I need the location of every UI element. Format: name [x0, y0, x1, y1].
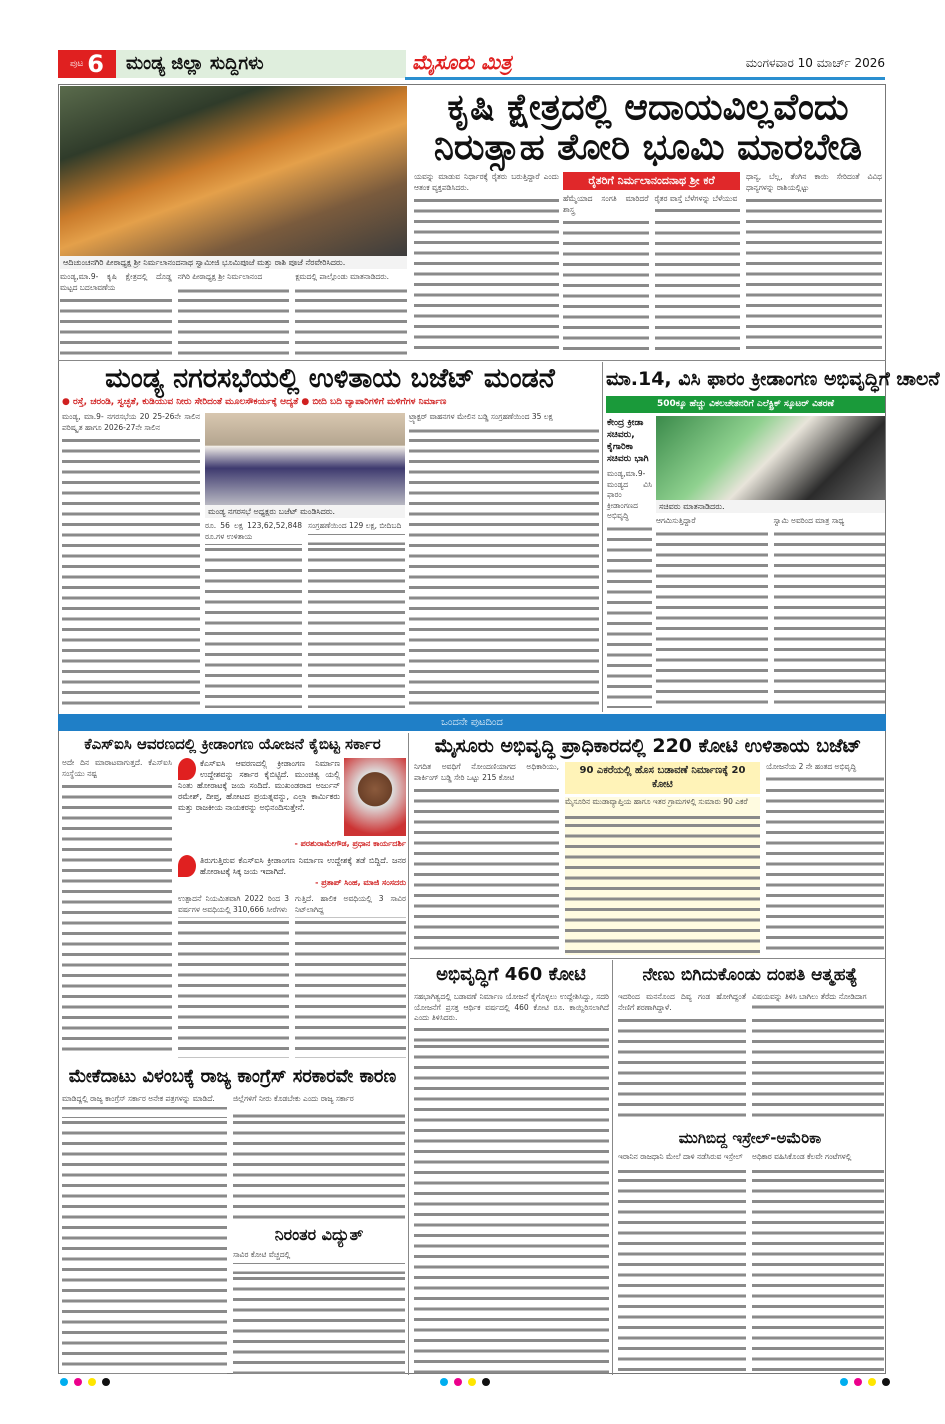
print-registration-marks	[440, 1378, 490, 1386]
article-column: ಸಹಭಾಗಿತ್ವದಲ್ಲಿ ಬಡಾವಣೆ ನಿರ್ಮಾಣ ಯೋಜನೆ ಕೈಗೊಳ್ಳಲು ಉದ್ದೇಶಿಸಿದ್ದು, ಸದರಿ ಯೋಜನೆಗೆ ಪ್ರಸಕ್ತ ಆರ್ಥಿಕ ವರ್ಷದಲ್ಲಿ 460 ಕೋಟಿ ರೂ. ಕಾಯ್ದಿರಿಸಲಾಗಿದೆ ಎಂದು ತಿಳಿಸಿದರು.	[414, 992, 609, 1374]
quote-text: ತಿರುಗುತ್ತಿರುವ ಕೆಎಸ್‌ಐಸಿ ಕ್ರೀಡಾಂಗಣ ನಿರ್ಮಾಣ ಉದ್ದೇಶಕ್ಕೆ ತಡೆ ಬಿದ್ದಿದೆ. ಜನರ ಹೋರಾಟಕ್ಕೆ ಸಿಕ್ಕ ಜಯ ಇದಾಗಿದೆ.	[200, 856, 406, 876]
article-column: ಮಂಡ್ಯ, ಮಾ.9- ನಗರಸಭೆಯ 20 25-26ನೇ ಸಾಲಿನ ಪರಿಷ್ಕೃತ ಹಾಗೂ 2026-27ನೇ ಸಾಲಿನ	[62, 412, 200, 708]
section-title: ಮಂಡ್ಯ ಜಿಲ್ಲಾ ಸುದ್ದಿಗಳು	[116, 50, 406, 78]
story2-lower	[205, 505, 405, 708]
headline: ನೇಣು ಬಿಗಿದುಕೊಂಡು ದಂಪತಿ ಆತ್ಮಹತ್ಯೆ	[642, 965, 858, 985]
story4-quotes-column	[178, 758, 406, 1058]
article-column: ನಗಿರಿ ಪೀಠಾಧ್ಯಕ್ಷ ಶ್ರೀ ನಿರ್ಮಲಾನಂದ	[178, 272, 290, 358]
print-registration-marks	[840, 1378, 890, 1386]
header-rule	[405, 77, 885, 80]
article-column: ಮಾಡಿದ್ದಲ್ಲಿ ರಾಜ್ಯ ಕಾಂಗ್ರೆಸ್ ಸರ್ಕಾರ ಅನೇಕ ಪತ್ರಗಳನ್ನು ಮಾಡಿದೆ.	[62, 1094, 227, 1374]
article-column: ಮಂಡ್ಯ,ಮಾ.9- ಕೃಷಿ ಕ್ಷೇತ್ರದಲ್ಲಿ ದೊಡ್ಡ ಮಟ್ಟದ ಬದಲಾವಣೆಯ	[60, 272, 172, 358]
article-column: ಅದೇ ದಿನ ಮಾರಾಟವಾಗುತ್ತದೆ. ಕೆಎಸ್‌ಐಸಿ ಸಂಸ್ಥೆಯು ನಷ್ಟ	[62, 758, 172, 1058]
article-column: ಗುತ್ತಿದೆ. ಹಾಲಿಕ ಅವಧಿಯಲ್ಲಿ 3 ಸಾವಿರ ನಿಟ್‌ಲಾಗಿದ್ದ	[295, 894, 406, 1058]
story7-middle	[565, 762, 760, 955]
divider	[602, 362, 603, 712]
article-column: ಇರಾನಿನ ರಾಜಧಾನಿ ಮೇಲೆ ದಾಳಿ ನಡೆಸಿರುವ ಇಸ್ರೇಲ್	[618, 1152, 746, 1374]
headline: ಅಭಿವೃದ್ಧಿಗೆ 460 ಕೋಟಿ	[436, 964, 586, 985]
headline: ಮಾ.14, ವಿಸಿ ಫಾರಂ ಕ್ರೀಡಾಂಗಣ ಅಭಿವೃದ್ಧಿಗೆ ಚಾಲನೆ	[606, 368, 940, 390]
print-registration-marks	[60, 1378, 110, 1386]
page-number: 6	[87, 50, 104, 78]
article-column: ಯೋಜನೆಯ 2 ನೇ ಹಂತದ ಅಭಿವೃದ್ಧಿ	[766, 762, 884, 955]
portrait-photo	[344, 758, 406, 836]
headline-line-2: ನಿರುತ್ಸಾಹ ತೋರಿ ಭೂಮಿ ಮಾರಬೇಡಿ	[433, 127, 863, 168]
article-column: ನಿಗದಿತ ಅವಧಿಗೆ ನೋಂದಣಿಯಾಗದ ಅಧಿಕಾರಿಯು, ಪಾರ್ಕಿಂಗ್ ಬಡ್ಡಿ ಸೇರಿ ಒಟ್ಟು 215 ಕೋಟಿ	[414, 762, 559, 955]
subheadline: ರೈತರಿಗೆ ನಿರ್ಮಲಾನಂದನಾಥ ಶ್ರೀ ಕರೆ	[563, 172, 740, 190]
article-column: ಅಧಿಕಾರ ವಹಿಸಿಕೊಂಡ ಕೆಲವೇ ಗಂಟೆಗಳಲ್ಲಿ	[752, 1152, 884, 1374]
article-column: ಸಂಗ್ರಹಣೆಯಿಂದ 129 ಲಕ್ಷ, ಬೀದಿಬದಿ	[308, 521, 405, 708]
headline: ಮೇಕೆದಾಟು ವಿಳಂಬಕ್ಕೆ ರಾಜ್ಯ ಕಾಂಗ್ರೆಸ್ ಸರಕಾರವೇ ಕಾರಣ	[68, 1066, 397, 1087]
photo-caption: ಆದಿಚುಂಚನಗಿರಿ ಪೀಠಾಧ್ಯಕ್ಷ ಶ್ರೀ ನಿರ್ಮಲಾನಂದನಾಥ ಸ್ವಾಮೀಜಿ ಭೂಮಿಪೂಜೆ ಮತ್ತು ರಾಶಿ ಪೂಜೆ ನೆರವೇರಿಸಿದರು.	[60, 256, 407, 269]
continued-from-front-page-banner: ಒಂದನೇ ಪುಟದಿಂದ	[58, 714, 886, 731]
article-column: ಆಗಮಿಸುತ್ತಿದ್ದಾರೆ	[656, 516, 768, 708]
article-column: ಕ್ಷಮದಲ್ಲಿ ಪಾಲ್ಗೊಂಡು ಮಾತನಾಡಿದರು.	[295, 272, 407, 358]
photo-caption: ಸಚಿವರು ಮಾತನಾಡಿದರು.	[656, 500, 885, 513]
quote-box	[178, 855, 406, 888]
story3-lower	[656, 500, 885, 708]
page-label: ಪುಟ	[70, 59, 84, 69]
newspaper-logo: ಮೈಸೂರು ಮಿತ್ರ	[412, 50, 512, 74]
article-column: ಮಂಡ್ಯ,ಮಾ.9- ಮಂಡ್ಯದ ವಿಸಿ ಫಾರಂ ಕ್ರೀಡಾಂಗಣದ ಅಭಿವೃದ್ಧಿ	[607, 469, 652, 708]
photo-caption: ಮಂಡ್ಯ ನಗರಸಭೆ ಅಧ್ಯಕ್ಷರು ಬಜೆಟ್ ಮಂಡಿಸಿದರು.	[205, 505, 405, 518]
article-column: ಟ್ರ್ಯಾಕ್ಟರ್ ವಾಹನಗಳ ಮೇಲಿನ ಬಡ್ಡಿ ಸಂಗ್ರಹಣೆಯಿಂದ 35 ಲಕ್ಷ	[409, 412, 599, 708]
article-column: ಸ್ವಾಮಿ ಅವರಿಂದ ಮಾತ್ರ ಸಾಧ್ಯ	[774, 516, 886, 708]
subheadline: 90 ಎಕರೆಯಲ್ಲಿ ಹೊಸ ಬಡಾವಣೆ ನಿರ್ಮಾಣಕ್ಕೆ 20 ಕೋಟಿ	[565, 762, 760, 794]
quote-box	[178, 758, 406, 849]
headline: ಕೆಎಸ್‌ಐಸಿ ಆವರಣದಲ್ಲಿ ಕ್ರೀಡಾಂಗಣ ಯೋಜನೆ ಕೈಬಿಟ್ಟ ಸರ್ಕಾರ	[84, 735, 381, 753]
subheadline: ಕೇಂದ್ರ ಕ್ರೀಡಾ ಸಚಿವರು, ಕೈಗಾರಿಕಾ ಸಚಿವರು ಭಾಗಿ	[607, 418, 649, 464]
article-column: ಯವನ್ನು ಮಾಡುವ ನಿರ್ಧಾರಕ್ಕೆ ರೈತರು ಬರುತ್ತಿದ್ದಾರೆ ಎಂದು ಆತಂಕ ವ್ಯಕ್ತಪಡಿಸಿದರು.	[414, 172, 559, 356]
divider	[58, 360, 886, 361]
article-column: ರೈತರ ವಾಸ್ತೆ ಬೆಳೆಗಳನ್ನು ಬೆಳೆಯುವ	[655, 194, 741, 356]
story1-middle	[563, 172, 740, 356]
ceremony-photo	[60, 86, 407, 256]
quote-attribution: - ಪರಶುರಾಮೇಗೌಡ, ಪ್ರಧಾನ ಕಾರ್ಯದರ್ಶಿ	[294, 839, 406, 848]
article-column: ರೂ. 56 ಲಕ್ಷ 123,62,52,848 ರೂ.ಗಳ ಉಳಿತಾಯ	[205, 521, 302, 708]
quote-icon	[178, 758, 196, 780]
article-column: ಧಾನ್ಯ, ಬೆಲ್ಲ, ತೆಂಗಿನ ಕಾಯಿ ಸೇರಿದಂತೆ ವಿವಿಧ ಧಾನ್ಯಗಳನ್ನು ರಾಶಿಯಲ್ಲಿಟ್ಟು	[746, 172, 882, 356]
quote-icon	[178, 855, 196, 877]
bullet-2: ಬೀದಿ ಬದಿ ವ್ಯಾಪಾರಿಗಳಿಗೆ ಮಳಿಗೆಗಳ ನಿರ್ಮಾಣ	[312, 397, 447, 407]
headline: ಮುಗಿಬಿದ್ದ ಇಸ್ರೇಲ್-ಅಮೆರಿಕಾ	[678, 1129, 822, 1147]
story3-left-column	[607, 417, 652, 708]
divider	[410, 958, 886, 959]
quote-attribution: - ಪ್ರತಾಪ್ ಸಿಂಹ, ಮಾಜಿ ಸಂಸದರು	[315, 878, 406, 887]
event-photo	[656, 416, 885, 500]
article-column: ಉತ್ಪಾದನೆ ನಿಯಮಿತವಾಗಿ 2022 ರಿಂದ 3 ವರ್ಷಗಳ ಅವಧಿಯಲ್ಲಿ 310,666 ಸೀರೆಗಳು	[178, 894, 289, 1058]
article-column: ಹೆಮ್ಮೆಯಾದ ಸಂಗತಿ ಮಾರಿದರೆ ಶಾಸ್ತ್ರ	[563, 194, 649, 356]
council-photo	[205, 413, 405, 505]
bullet-points: ● ರಸ್ತೆ, ಚರಂಡಿ, ಸ್ವಚ್ಛತೆ, ಕುಡಿಯುವ ನೀರು ಸೇರಿದಂತೆ ಮೂಲಸೌಕರ್ಯಕ್ಕೆ ಆದ್ಯತೆ ● ಬೀದಿ ಬದಿ ವ್ಯಾಪಾರಿಗಳಿಗೆ ಮಳಿಗೆಗಳ ನಿರ್ಮಾಣ	[62, 397, 447, 407]
divider	[612, 960, 613, 1375]
bullet-1: ರಸ್ತೆ, ಚರಂಡಿ, ಸ್ವಚ್ಛತೆ, ಕುಡಿಯುವ ನೀರು ಸೇರಿದಂತೆ ಮೂಲಸೌಕರ್ಯಕ್ಕೆ ಆದ್ಯತೆ	[73, 397, 299, 407]
article-column: ಜಿಲ್ಲೆಗಳಿಗೆ ನೀರು ಕೊಡಬೇಕು ಎಂದು ರಾಜ್ಯ ಸರ್ಕಾರ	[233, 1094, 405, 1219]
article-column: ಮೈಸೂರಿನ ಮುಡಾವ್ಯಾಪ್ತಿಯ ಹಾಗೂ ಇತರ ಗ್ರಾಮಗಳಲ್ಲಿ ಸುಮಾರು 90 ಎಕರೆ	[565, 797, 760, 955]
article-column: ಇದರಿಂದ ಮನನೊಂದ ದಿವ್ಯ ಗಂಡ ಹೋಗಿದ್ದಂತೆ ನೇಣಿಗೆ ಶರಣಾಗಿದ್ದಾಳೆ.	[618, 992, 746, 1124]
headline: ನಿರಂತರ ವಿದ್ಯುತ್	[274, 1225, 364, 1244]
headline-line-1: ಕೃಷಿ ಕ್ಷೇತ್ರದಲ್ಲಿ ಆದಾಯವಿಲ್ಲವೆಂದು	[447, 87, 849, 128]
headline: ಮಂಡ್ಯ ನಗರಸಭೆಯಲ್ಲಿ ಉಳಿತಾಯ ಬಜೆಟ್ ಮಂಡನೆ	[105, 363, 555, 394]
banner: 500ಕ್ಕೂ ಹೆಚ್ಚು ವಿಕಲಚೇತನರಿಗೆ ಎಲೆಕ್ಟ್ರಿಕ್ ಸ್ಕೂಟರ್ ವಿತರಣೆ	[606, 396, 885, 413]
headline: ಮೈಸೂರು ಅಭಿವೃದ್ಧಿ ಪ್ರಾಧಿಕಾರದಲ್ಲಿ 220 ಕೋಟಿ ಉಳಿತಾಯ ಬಜೆಟ್	[434, 735, 862, 757]
article-column: ಸಾವಿರ ಕೋಟಿ ವೆಚ್ಚದಲ್ಲಿ	[233, 1250, 405, 1374]
quote-text: ಕೆಎಸ್‌ಐಸಿ ಆವರಣದಲ್ಲಿ ಕ್ರೀಡಾಂಗಣ ನಿರ್ಮಾಣ ಉದ್ದೇಶವನ್ನು ಸರ್ಕಾರ ಕೈಬಿಟ್ಟಿದೆ. ಮುಂಚಿತ್ವ ಯಲ್ಲಿ ನಿಂತು ಹೋರಾಟಕ್ಕೆ ಜಯ ಸಂದಿದೆ. ಮುಖಂಡರಾದ ಅರ್ಜುನ್ ರಮೇಶ್, ದೀಪ್ತ, ಹೋಟದ ಪ್ರಯತ್ನವನ್ನು, ಎಲ್ಲಾ ಕಾರ್ಮಿಕರು ಮತ್ತು ರಾಜಕೀಯ ನಾಯಕರನ್ನು ಅಭಿನಂದಿಸುತ್ತೇನೆ.	[178, 759, 340, 812]
story1-lower	[60, 256, 407, 358]
issue-date: ಮಂಗಳವಾರ 10 ಮಾರ್ಚ್ 2026	[745, 56, 885, 70]
article-column: ವಿಷಯವನ್ನು ತಿಳಿಸಿ ಬಾಗಿಲು ತೆರೆದು ನೋಡಿದಾಗ	[752, 992, 884, 1124]
page-number-badge	[58, 50, 116, 78]
divider	[408, 733, 409, 1375]
